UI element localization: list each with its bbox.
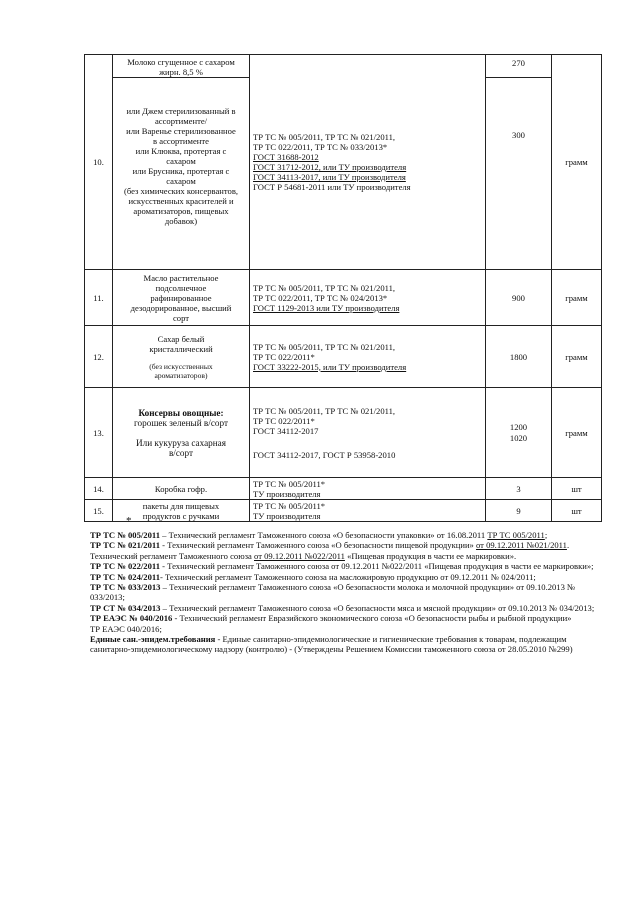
name-line: сахаром	[166, 156, 196, 166]
regulation-notes	[90, 530, 595, 655]
reg-line: ГОСТ 31688-2012	[253, 152, 319, 162]
note-paragraph: ТР ТС № 005/2011 – Технический регламент Таможенного союза «О безопасности упаковки» от 16.08.2011 ТР ТС 005/2011;	[90, 530, 548, 540]
unit: грамм	[552, 326, 602, 388]
table-row	[85, 326, 602, 388]
reg-line: ТУ производителя	[253, 510, 321, 521]
regulation-cell	[250, 55, 486, 270]
name-line: Молоко сгущенное с сахаром	[127, 57, 235, 67]
product-name	[113, 78, 250, 270]
unit: шт	[552, 478, 602, 500]
name-line: в ассортименте	[153, 136, 209, 146]
reg-line: ГОСТ 1129-2013 или ТУ производителя	[253, 302, 400, 313]
reg-line: ТР ТС 022/2011*	[253, 415, 315, 426]
regulation-cell	[250, 270, 486, 326]
quantity: 3	[486, 478, 552, 500]
quantity-line: 1200	[509, 421, 528, 432]
note-paragraph: Единые сан.-эпидем.требования - Единые санитарно-эпидемиологические и гигиенические требования к товарам, подлежащим санитарно-эпидемиологическому надзору (контролю) - (Утверждены Решением Комиссии таможенного союза от 28.05.2010 №299)	[90, 634, 573, 655]
reg-line: ТР ТС № 005/2011, ТР ТС № 021/2011,	[253, 132, 396, 142]
name-line: подсолнечное	[155, 282, 207, 293]
name-line: жирн. 8,5 %	[159, 67, 203, 77]
name-line: пакеты для пищевых	[142, 500, 220, 511]
product-name: Коробка гофр.	[113, 478, 250, 500]
note-paragraph: ТР ТС № 033/2013 – Технический регламент Таможенного союза «О безопасности молока и молочной продукции» от 09.10.2013 № 033/2013;	[90, 582, 576, 603]
regulation-cell	[250, 388, 486, 478]
reg-line: ТР ТС № 005/2011*	[253, 478, 326, 489]
note-paragraph: ТР ТС № 024/2011- Технический регламент Таможенного союза на масложировую продукцию от 09.12.2011 № 024/2011;	[90, 571, 536, 582]
name-line: продуктов с ручками	[142, 510, 220, 521]
product-name	[113, 270, 250, 326]
quantity: 1800	[486, 326, 552, 388]
unit: грамм	[552, 270, 602, 326]
quantity: 270	[486, 55, 552, 78]
reg-line: ТР ТС 022/2011, ТР ТС № 033/2013*	[253, 142, 388, 152]
name-line: рафинированное	[150, 292, 212, 303]
name-line: сорт	[172, 312, 190, 323]
name-line: дезодорированное, высший	[130, 302, 232, 313]
quantity: 9	[486, 500, 552, 522]
note-paragraph: ТР СТ № 034/2013 – Технический регламент Таможенного союза «О безопасности мяса и мясной продукции» от 09.10.2013 № 034/2013;	[90, 602, 595, 613]
quantity-line: 1020	[509, 432, 528, 443]
reg-line: ТР ТС 022/2011*	[253, 351, 315, 362]
name-line: или Варенье стерилизованное	[126, 126, 236, 136]
name-line: сахаром	[166, 176, 196, 186]
regulation-cell	[250, 500, 486, 522]
name-line: или Брусника, протертая с	[132, 166, 230, 176]
table-row	[85, 500, 602, 522]
reg-line: ТУ производителя	[253, 488, 321, 499]
product-name	[113, 500, 250, 522]
note-paragraph: ТР ЕАЭС 040/2016;	[90, 623, 162, 634]
row-number: 13.	[85, 388, 113, 478]
name-line: или Клюква, протертая с	[135, 146, 227, 156]
reg-line: ТР ТС № 005/2011*	[253, 500, 326, 511]
reg-line: ТР ТС № 005/2011, ТР ТС № 021/2011,	[253, 282, 396, 293]
table-row	[85, 478, 602, 500]
note-paragraph: ТР ТС № 021/2011 - Технический регламент Таможенного союза «О безопасности пищевой продукции» от 09.12.2011 №021/2011.	[90, 540, 570, 551]
regulation-cell	[250, 478, 486, 500]
name-line: или Джем стерилизованный в	[126, 106, 236, 116]
name-line: кристаллический	[149, 343, 213, 354]
footnote-star: *	[126, 515, 132, 527]
product-name	[113, 388, 250, 478]
reg-line: ГОСТ 34112-2017	[253, 425, 319, 436]
name-line: (без химических консервантов,	[123, 186, 239, 196]
name-line: ароматизаторов, пищевых	[133, 206, 229, 216]
name-title: Консервы овощные:	[138, 407, 224, 418]
product-name	[113, 55, 250, 78]
table-row	[85, 388, 602, 478]
reg-line: ГОСТ Р 54681-2011 или ТУ производителя	[253, 182, 411, 192]
reg-line: ГОСТ 31712-2012, или ТУ производителя	[253, 162, 407, 172]
name-line: ассортименте/	[154, 116, 208, 126]
row-number: 14.	[85, 478, 113, 500]
reg-line: ГОСТ 34113-2017, или ТУ производителя	[253, 172, 406, 182]
name-line: Или кукуруза сахарная	[136, 437, 226, 448]
unit: шт	[552, 500, 602, 522]
quantity: 900	[486, 270, 552, 326]
regulation-cell	[250, 326, 486, 388]
reg-line: ТР ТС № 005/2011, ТР ТС № 021/2011,	[253, 341, 396, 352]
row-number: 15.	[85, 500, 113, 522]
row-number: 12.	[85, 326, 113, 388]
quantity	[486, 388, 552, 478]
name-line: в/сорт	[168, 447, 194, 458]
note-paragraph: ТР ЕАЭС № 040/2016 - Технический регламент Евразийского экономического союза «О безопасности рыбы и рыбной продукции»	[90, 613, 572, 624]
goods-table	[84, 54, 602, 522]
reg-line: ГОСТ 33222-2015, или ТУ производителя	[253, 361, 407, 372]
note-paragraph: ТР ТС № 022/2011 - Технический регламент Таможенного союза от 09.12.2011 №022/2011 «Пищевая продукция в части ее маркировки»;	[90, 561, 594, 572]
quantity: 300	[486, 78, 552, 270]
table-row	[85, 270, 602, 326]
unit: грамм	[552, 388, 602, 478]
table-row	[85, 55, 602, 78]
row-number: 11.	[85, 270, 113, 326]
name-line: ароматизаторов)	[154, 370, 208, 380]
product-name	[113, 326, 250, 388]
name-line: искусственных красителей и	[128, 196, 234, 206]
reg-line: ГОСТ 34112-2017, ГОСТ Р 53958-2010	[253, 449, 396, 460]
name-line: горошек зеленый в/сорт	[134, 417, 228, 428]
unit: грамм	[552, 55, 602, 270]
name-line: добавок)	[164, 216, 198, 226]
name-line: Сахар белый	[157, 333, 205, 344]
row-number: 10.	[85, 55, 113, 270]
note-paragraph: Технический регламент Таможенного союза от 09.12.2011 №022/2011 «Пищевая продукция в части ее маркировки».	[90, 550, 517, 561]
reg-line: ТР ТС 022/2011, ТР ТС № 024/2013*	[253, 292, 388, 303]
name-line: (без искусственных	[149, 361, 213, 371]
name-line: Масло растительное	[143, 272, 219, 283]
reg-line: ТР ТС № 005/2011, ТР ТС № 021/2011,	[253, 405, 396, 416]
